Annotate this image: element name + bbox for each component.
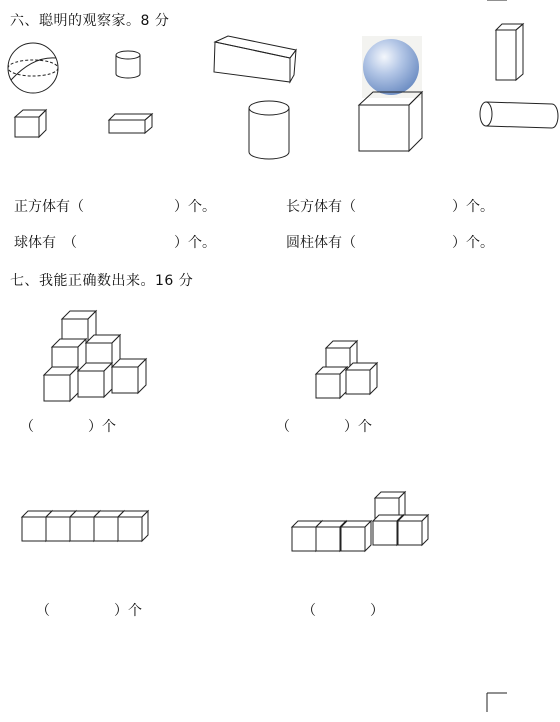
cube-count-close: ）个。	[174, 199, 216, 215]
stack4-cube	[341, 521, 371, 551]
stack3-answer-blank[interactable]	[54, 600, 110, 618]
stack1-blank-open: （	[20, 419, 34, 435]
sphere-count-close: ）个。	[174, 235, 216, 251]
stack3-cube	[118, 511, 148, 541]
stack3-blank-open: （	[36, 603, 50, 619]
stack2-cube	[346, 363, 377, 394]
cube-count-label: 正方体有（	[14, 199, 84, 215]
stack4-blank-open: （	[302, 603, 316, 619]
stack1-cube	[78, 363, 112, 397]
sphere-count-label: 球体有 （	[14, 235, 77, 251]
section6-heading: 六、聪明的观察家。8 分	[10, 13, 170, 29]
stack2-cube	[316, 367, 347, 398]
stack4-answer-blank[interactable]	[318, 600, 366, 618]
cuboid-count-label: 长方体有（	[286, 199, 356, 215]
cylinder-count-label: 圆柱体有（	[286, 235, 356, 251]
stack4-blank-close: ）	[370, 603, 384, 619]
stack1-cube	[44, 367, 78, 401]
stack1-answer-blank[interactable]	[36, 416, 84, 434]
section7-heading: 七、我能正确数出来。16 分	[10, 273, 194, 289]
cylinder-count-close: ）个。	[452, 235, 494, 251]
cuboid-count-close: ）个。	[452, 199, 494, 215]
stack2-blank-open: （	[276, 419, 290, 435]
stack2-blank-close: ）个	[344, 419, 372, 435]
stack1-blank-close: ）个	[88, 419, 116, 435]
stack1-cube	[112, 359, 146, 393]
stack2-answer-blank[interactable]	[292, 416, 340, 434]
stack3-blank-close: ）个	[114, 603, 142, 619]
stack4-cube	[398, 515, 428, 545]
